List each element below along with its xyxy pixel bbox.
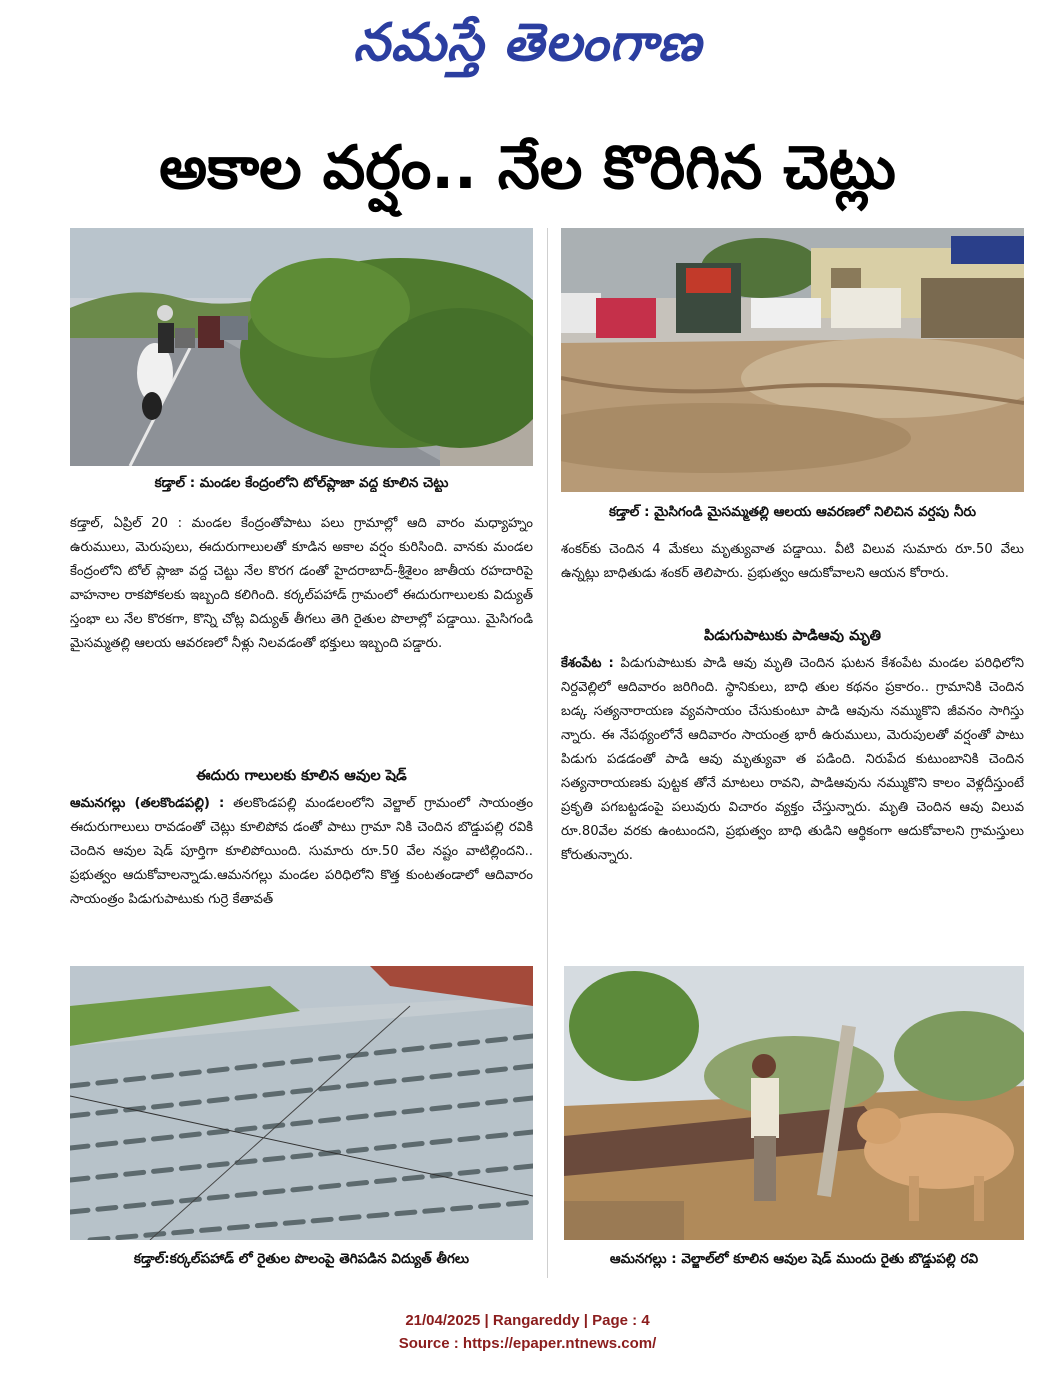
article-left-para2 [70, 792, 533, 960]
article-right-para2-text: పిడుగుపాటుకు పాడి ఆవు మృతి చెందిన ఘటన కేశంపేట మండల పరిధిలోని నిర్దవెల్లిలో ఆదివారం జరిగింది. స్థానికులు, బాధి తుల కథనం ప్రకారం.. గ్రామానికి చెందిన బడ్క సత్యనారాయణ వ్యవసాయం చేసుకుంటూ పాడి ఆవును నమ్ముకొని జీవనం సాగిస్తు న్నారు. ఈ నేపథ్యంలోనే ఆదివారం సాయంత్ర భారీ ఉరుములు, మెరుపులతో వర్షంతో పాటు పిడుగు పడడంతో పాడి ఆవు మృత్యువా త పడింది. నిరుపేద కుటుంబానికి చెందిన సత్యనారాయణకు పుట్టక తోనే మాటలు రావని, పాడిఆవును నమ్ముకొని కాలం వెళ్లదీస్తుంటే ప్రకృతి పగబట్టడంపై పలువురు విచారం వ్యక్తం చేస్తున్నారు. మృతి చెందిన ఆవు విలువ రూ.80వేల వరకు ఉంటుందని, ప్రభుత్వం బాధి తుడిని ఆర్థికంగా ఆదుకోవాలని గ్రామస్తులు కోరుతున్నారు. [561, 656, 1024, 863]
article-right-subhead: పిడుగుపాటుకు పాడిఆవు మృతి [703, 628, 881, 644]
photo-rainwater [561, 228, 1024, 492]
photo-fallen-tree-caption: కడ్తాల్ : మండల కేంద్రంలోని టోల్‌ప్లాజా వద్ద కూలిన చెట్టు [154, 475, 449, 491]
photo-field-wires-caption: కడ్తాల్:కర్కల్‌పహాడ్ లో రైతుల పొలంపై తెగిపడిన విద్యుత్ తీగలు [133, 1251, 470, 1267]
article-right-para1-text: శంకర్‌కు చెందిన 4 మేకలు మృత్యువాత పడ్డాయి. వీటి విలువ సుమారు రూ.50 వేలు ఉన్నట్లు బాధితుడు శంకర్ తెలిపారు. ప్రభుత్వం ఆదుకోవాలని ఆయన కోరారు. [561, 542, 1024, 581]
column-divider [547, 228, 548, 1278]
article-left-para1-text: కడ్తాల్, ఏప్రిల్ 20 : మండల కేంద్రంతోపాటు పలు గ్రామాల్లో ఆది వారం మధ్యాహ్నం ఉరుములు, మెరుపులు, ఈదురుగాలులతో కూడిన అకాల వర్షం కురిసింది. వానకు మండల కేంద్రంలోని టోల్ ప్లాజా వద్ద చెట్టు నేల కొరగ డంతో హైదరాబాద్-శ్రీశైలం జాతీయ రహదారిపై వాహనాల రాకపోకలకు ఇబ్బంది కలిగింది. కర్కల్‌పహాడ్ గ్రామంలో ఈదురుగాలులకు విద్యుత్ స్తంభా లు నేల కొరకగా, కొన్ని చోట్ల విద్యుత్ తీగలు తెగి రైతుల పొలాల్లో పడ్డాయి. మైసిగండి మైసమ్మతల్లి ఆలయ ఆవరణలో నీళ్లు నిలవడంతో భక్తులు ఇబ్బంది పడ్డారు. [70, 516, 533, 651]
page-headline: అకాల వర్షం.. నేల కొరిగిన చెట్లు [159, 133, 896, 203]
footer-edition-info: 21/04/2025 | Rangareddy | Page : 4 [405, 1312, 650, 1329]
article-right-para2-lead: కేశంపేట : [561, 656, 614, 671]
footer-source-link[interactable]: Source : https://epaper.ntnews.com/ [398, 1335, 657, 1352]
photo-cow-shed-caption: ఆమనగల్లు : వెల్జాల్‌లో కూలిన ఆవుల షెడ్ ముందు రైతు బొడ్డుపల్లి రవి [609, 1251, 979, 1267]
article-right-para2 [561, 652, 1024, 957]
photo-fallen-tree [70, 228, 533, 466]
article-left-para2-text: తలకొండపల్లి మండలంలోని వెల్జాల్ గ్రామంలో సాయంత్రం ఈదురుగాలులు రావడంతో చెట్లు కూలిపోవ డంతో పాటు గ్రామా నికి చెందిన బొడ్డుపల్లి రవికి చెందిన ఆవుల షెడ్ పూర్తిగా కూలిపోయింది. సుమారు రూ.50 వేల నష్టం వాటిల్లిందని.. ప్రభుత్వం ఆదుకోవాలన్నాడు.ఆమనగల్లు మండల పరిధిలోని కొత్త కుంటతండాలో ఆదివారం సాయంత్రం పిడుగుపాటుకు గుర్రె కేతావత్ [70, 796, 533, 907]
article-left-para2-lead: ఆమనగల్లు (తలకొండపల్లి) : [70, 796, 225, 811]
photo-rainwater-caption: కడ్తాల్ : మైసిగండి మైసమ్మతల్లి ఆలయ ఆవరణలో నిలిచిన వర్షపు నీరు [608, 504, 976, 520]
masthead-logo: నమస్తే తెలంగాణ [353, 12, 702, 73]
photo-cow-shed [564, 966, 1024, 1240]
article-left-subhead: ఈదురు గాలులకు కూలిన ఆవుల షెడ్ [196, 768, 407, 784]
photo-field-wires [70, 966, 533, 1240]
article-left-para1 [70, 512, 533, 762]
article-right-para1 [561, 538, 1024, 622]
